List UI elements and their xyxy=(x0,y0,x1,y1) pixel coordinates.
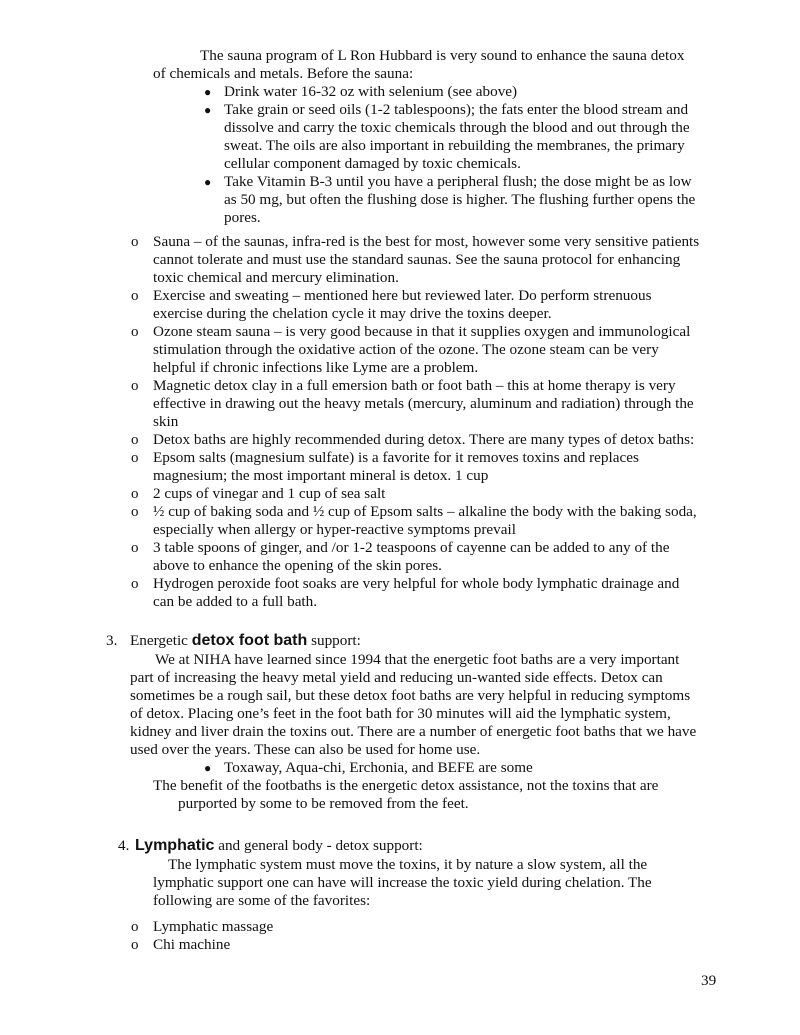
circle-item-line: Epsom salts (magnesium sulfate) is a favorite for it removes toxins and replaces xyxy=(153,449,639,466)
circle-bullet-marker: o xyxy=(131,378,139,394)
circle-bullet-marker: o xyxy=(131,288,139,304)
circle-bullet-marker: o xyxy=(131,576,139,592)
section-3-heading-post: support: xyxy=(307,632,361,649)
bullet-item-line: Take grain or seed oils (1-2 tablespoons); the fats enter the blood stream and xyxy=(224,101,689,118)
section-3-heading-bold: detox foot bath xyxy=(191,632,308,649)
circle-item-line: Exercise and sweating – mentioned here but reviewed later. Do perform strenuous xyxy=(153,287,652,304)
section-3-paragraph-line: We at NIHA have learned since 1994 that the energetic foot baths are a very important xyxy=(155,651,680,668)
section-3-heading-pre: Energetic xyxy=(130,632,192,649)
bullet-marker: ● xyxy=(204,175,212,189)
bullet-item-line: pores. xyxy=(224,209,261,226)
section-4-number: 4. xyxy=(118,837,130,854)
circle-bullet-marker: o xyxy=(131,504,139,520)
bullet-item-line: Take Vitamin B-3 until you have a peripheral flush; the dose might be as low xyxy=(224,173,692,190)
section-3-paragraph-line: part of increasing the heavy metal yield and reducing un-wanted side effects. Detox can xyxy=(130,669,663,686)
section-3-paragraph-line: of detox. Placing one’s feet in the foot bath for 30 minutes will aid the lymphatic system, xyxy=(130,705,671,722)
section-3-closing-line: purported by some to be removed from the feet. xyxy=(178,795,469,812)
bullet-marker: ● xyxy=(204,85,212,99)
bullet-marker: ● xyxy=(204,103,212,117)
bullet-marker: ● xyxy=(204,761,212,775)
circle-bullet-marker: o xyxy=(131,486,139,502)
section-4-paragraph-line: The lymphatic system must move the toxins, it by nature a slow system, all the xyxy=(168,856,648,873)
bullet-item-line: dissolve and carry the toxic chemicals through the blood and out through the xyxy=(224,119,690,136)
circle-item-line: stimulation through the oxidative action of the ozone. The ozone steam can be very xyxy=(153,341,659,358)
page-number: 39 xyxy=(701,972,717,989)
lymphatic-item: Chi machine xyxy=(153,936,231,953)
circle-item-line: especially when allergy or hyper-reactive symptoms prevail xyxy=(153,521,516,538)
circle-bullet-marker: o xyxy=(131,450,139,466)
section-4-paragraph-line: following are some of the favorites: xyxy=(153,892,371,909)
circle-item-line: magnesium; the most important mineral is detox. 1 cup xyxy=(153,467,489,484)
circle-item-line: exercise during the chelation cycle it may drive the toxins deeper. xyxy=(153,305,552,322)
lymphatic-item: Lymphatic massage xyxy=(153,918,274,935)
section-3-heading xyxy=(130,632,361,650)
circle-item-line: toxic chemical and mercury elimination. xyxy=(153,269,399,286)
circle-item-line: Sauna – of the saunas, infra-red is the best for most, however some very sensitive patients xyxy=(153,233,700,250)
circle-item-line: Magnetic detox clay in a full emersion bath or foot bath – this at home therapy is very xyxy=(153,377,676,394)
section-4-paragraph-line: lymphatic support one can have will increase the toxic yield during chelation. The xyxy=(153,874,652,891)
circle-item-line: 2 cups of vinegar and 1 cup of sea salt xyxy=(153,485,386,502)
circle-item-line: helpful if chronic infections like Lyme are a problem. xyxy=(153,359,479,376)
section-3-number: 3. xyxy=(106,632,118,649)
section-3-paragraph-line: kidney and liver drain the toxins out. There are a number of energetic foot baths that we have xyxy=(130,723,697,740)
circle-item-line: ½ cup of baking soda and ½ cup of Epsom salts – alkaline the body with the baking soda, xyxy=(153,503,697,520)
bullet-item-line: as 50 mg, but often the flushing dose is higher. The flushing further opens the xyxy=(224,191,696,208)
section-3-closing-line: The benefit of the footbaths is the energetic detox assistance, not the toxins that are xyxy=(153,777,659,794)
circle-item-line: can be added to a full bath. xyxy=(153,593,318,610)
section-4-heading xyxy=(135,837,423,855)
section-4-heading-post: and general body - detox support: xyxy=(214,837,423,854)
circle-item-line: skin xyxy=(153,413,179,430)
circle-item-line: 3 table spoons of ginger, and /or 1-2 teaspoons of cayenne can be added to any of the xyxy=(153,539,670,556)
intro-paragraph-line: The sauna program of L Ron Hubbard is very sound to enhance the sauna detox xyxy=(200,47,685,64)
bullet-item-line: sweat. The oils are also important in rebuilding the membranes, the primary xyxy=(224,137,685,154)
circle-item-line: above to enhance the opening of the skin pores. xyxy=(153,557,442,574)
section-3-paragraph-line: sometimes be a rough sail, but these detox foot baths are very helpful in reducing symptoms xyxy=(130,687,691,704)
circle-bullet-marker: o xyxy=(131,432,139,448)
bullet-item-line: cellular component damaged by toxic chemicals. xyxy=(224,155,521,172)
intro-paragraph-line: of chemicals and metals. Before the sauna: xyxy=(153,65,414,82)
circle-bullet-marker: o xyxy=(131,540,139,556)
foot-bath-brands: Toxaway, Aqua-chi, Erchonia, and BEFE are some xyxy=(224,759,533,776)
circle-bullet-marker: o xyxy=(131,937,139,953)
circle-item-line: Hydrogen peroxide foot soaks are very helpful for whole body lymphatic drainage and xyxy=(153,575,680,592)
circle-item-line: effective in drawing out the heavy metals (mercury, aluminum and radiation) through the xyxy=(153,395,694,412)
circle-item-line: cannot tolerate and must use the standard saunas. See the sauna protocol for enhancing xyxy=(153,251,681,268)
bullet-item-line: Drink water 16-32 oz with selenium (see above) xyxy=(224,83,518,100)
section-3-paragraph-line: used over the years. These can also be used for home use. xyxy=(130,741,481,758)
circle-item-line: Detox baths are highly recommended during detox. There are many types of detox baths: xyxy=(153,431,695,448)
circle-item-line: Ozone steam sauna – is very good because in that it supplies oxygen and immunological xyxy=(153,323,691,340)
circle-bullet-marker: o xyxy=(131,234,139,250)
circle-bullet-marker: o xyxy=(131,919,139,935)
section-4-heading-bold: Lymphatic xyxy=(135,837,215,854)
circle-bullet-marker: o xyxy=(131,324,139,340)
